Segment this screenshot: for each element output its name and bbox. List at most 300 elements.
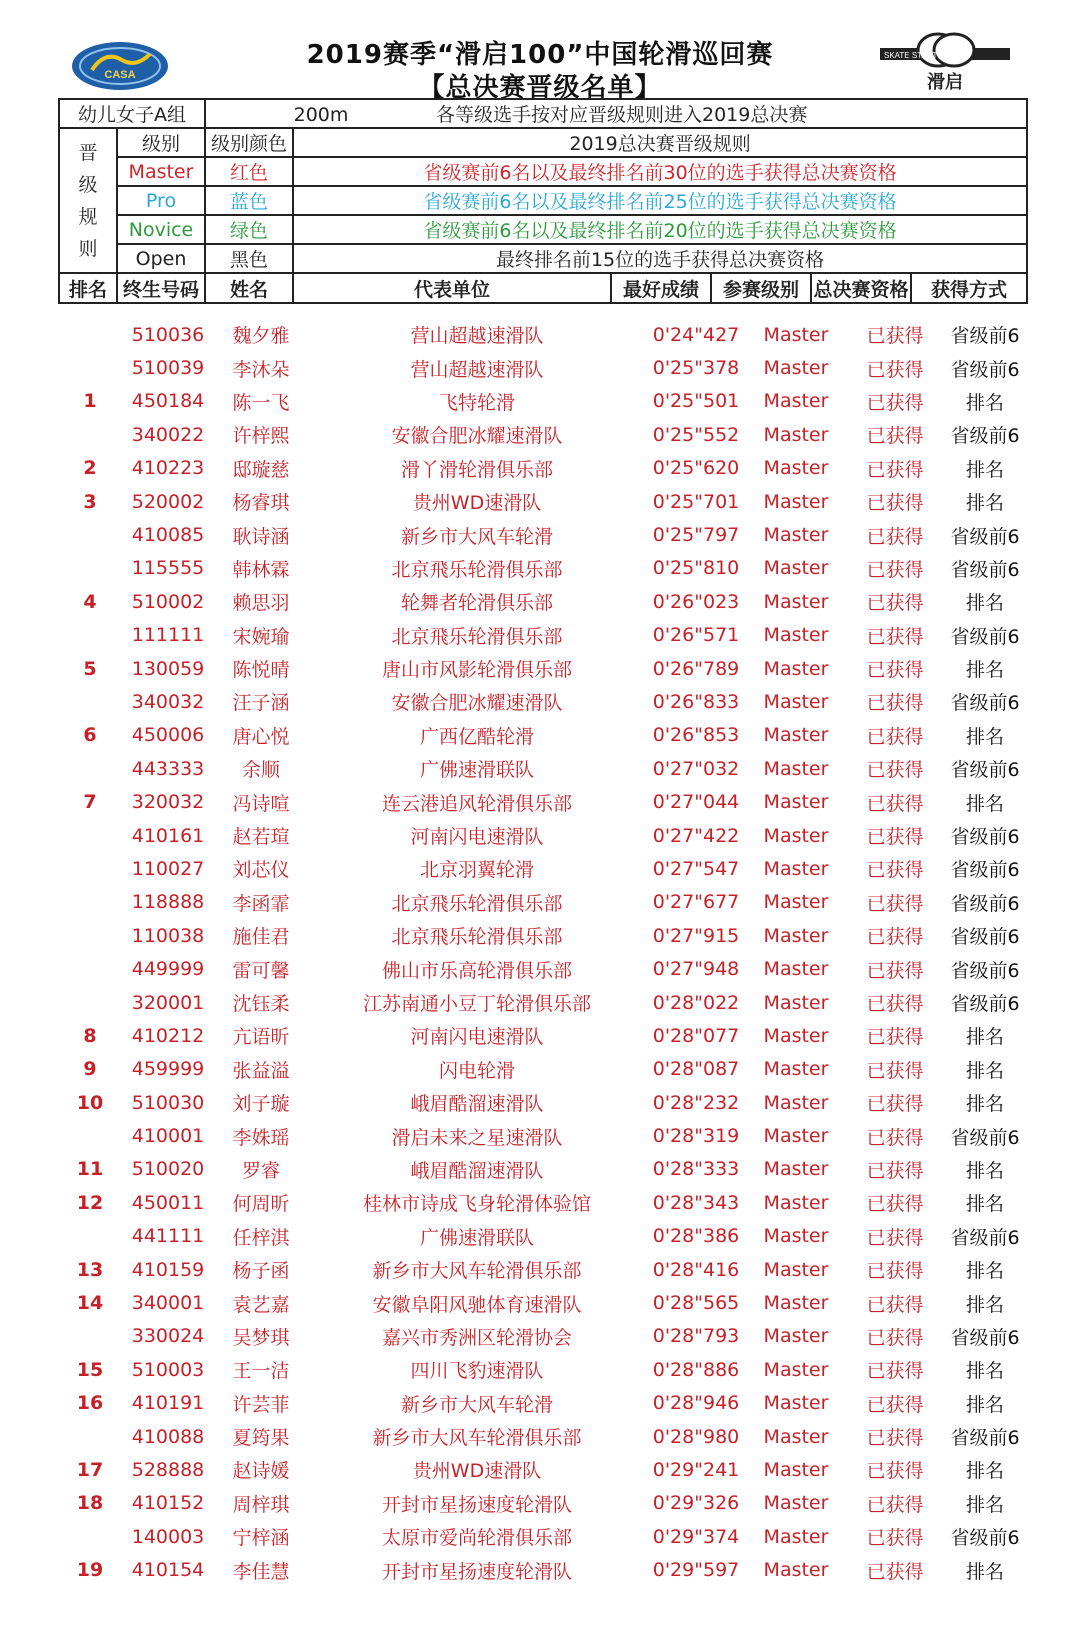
method-cell: 排名 xyxy=(965,1059,1004,1082)
team-cell: 新乡市大风车轮滑 xyxy=(400,1393,553,1416)
athlete-name-cell: 杨子函 xyxy=(232,1260,290,1283)
rule-row-master xyxy=(59,157,1027,186)
method-cell: 省级前6 xyxy=(950,859,1020,882)
athlete-name-cell: 袁艺嘉 xyxy=(232,1293,290,1316)
qualification-cell: 已获得 xyxy=(866,659,924,682)
athlete-name-cell: 邸璇慈 xyxy=(232,458,290,481)
level-cell: Master xyxy=(763,490,829,513)
method-cell: 排名 xyxy=(965,1460,1004,1483)
level-cell: Master xyxy=(763,423,829,446)
member-id-cell: 320001 xyxy=(131,991,205,1014)
team-cell: 贵州WD速滑队 xyxy=(412,1460,542,1483)
level-cell: Master xyxy=(763,1158,829,1181)
member-id-cell: 410154 xyxy=(131,1559,205,1582)
rank-cell: 2 xyxy=(83,457,97,480)
col-level-header: 级别 xyxy=(117,128,205,157)
level-cell: Master xyxy=(763,357,829,380)
rank-cell: 12 xyxy=(76,1191,104,1214)
rule-text: 省级赛前6名以及最终排名前20位的选手获得总决赛资格 xyxy=(293,215,1027,244)
level-cell: Master xyxy=(763,1191,829,1214)
team-cell: 轮舞者轮滑俱乐部 xyxy=(400,592,553,615)
table-row xyxy=(58,385,1026,418)
best-time-cell: 0'26"853 xyxy=(652,724,740,747)
table-row xyxy=(58,1019,1026,1052)
rank-cell: 7 xyxy=(83,791,97,814)
best-time-cell: 0'25"701 xyxy=(652,490,740,513)
athlete-name-cell: 亢语昕 xyxy=(232,1026,290,1049)
rank-cell: 13 xyxy=(76,1258,104,1281)
athlete-name-cell: 陈一飞 xyxy=(232,391,290,414)
athlete-name-cell: 赵诗媛 xyxy=(232,1460,290,1483)
best-time-cell: 0'28"232 xyxy=(652,1091,740,1114)
level-cell: Master xyxy=(763,1292,829,1315)
team-cell: 北京飛乐轮滑俱乐部 xyxy=(391,558,563,581)
table-row xyxy=(58,518,1026,551)
member-id-cell: 410159 xyxy=(131,1258,205,1281)
logo-left-text: CASA xyxy=(104,69,136,81)
team-cell: 广西亿酷轮滑 xyxy=(419,725,534,748)
best-time-cell: 0'27"547 xyxy=(652,857,740,880)
best-time-cell: 0'28"886 xyxy=(652,1358,740,1381)
table-row xyxy=(58,1186,1026,1219)
table-row xyxy=(58,1119,1026,1152)
page-subtitle: 【总决赛晋级名单】 xyxy=(418,73,662,103)
level-cell: Master xyxy=(763,857,829,880)
best-time-cell: 0'28"386 xyxy=(652,1225,740,1248)
athlete-name-cell: 王一洁 xyxy=(232,1360,290,1383)
level-cell: Master xyxy=(763,1024,829,1047)
best-time-cell: 0'26"833 xyxy=(652,690,740,713)
level-cell: Master xyxy=(763,457,829,480)
best-time-cell: 0'25"378 xyxy=(652,357,740,380)
table-row xyxy=(58,418,1026,451)
rank-cell: 15 xyxy=(76,1358,104,1381)
method-cell: 省级前6 xyxy=(950,325,1020,348)
best-time-cell: 0'26"023 xyxy=(652,590,740,613)
qualification-cell: 已获得 xyxy=(866,492,924,515)
member-id-cell: 410001 xyxy=(131,1125,205,1148)
team-cell: 营山超越速滑队 xyxy=(410,358,544,381)
info-row xyxy=(59,99,1027,128)
qualification-cell: 已获得 xyxy=(866,826,924,849)
rank-cell: 11 xyxy=(76,1158,104,1181)
member-id-cell: 118888 xyxy=(131,891,205,914)
athlete-name-cell: 冯诗喧 xyxy=(232,792,290,815)
rank-cell: 10 xyxy=(76,1091,104,1114)
table-row xyxy=(58,785,1026,818)
qualification-cell: 已获得 xyxy=(866,1560,924,1583)
qualification-cell: 已获得 xyxy=(866,425,924,448)
athlete-name-cell: 宋婉瑜 xyxy=(232,625,290,648)
level-cell: Master xyxy=(763,524,829,547)
table-row xyxy=(58,1086,1026,1119)
level-cell: Master xyxy=(763,657,829,680)
table-row xyxy=(58,886,1026,919)
member-id-cell: 510030 xyxy=(131,1091,205,1114)
level-cell: Master xyxy=(763,624,829,647)
member-id-cell: 510003 xyxy=(131,1358,205,1381)
table-row xyxy=(58,919,1026,952)
method-cell: 排名 xyxy=(965,1493,1004,1516)
method-cell: 省级前6 xyxy=(950,826,1020,849)
member-id-cell: 410152 xyxy=(131,1492,205,1515)
best-time-cell: 0'25"501 xyxy=(652,390,740,413)
best-time-cell: 0'25"620 xyxy=(652,457,740,480)
method-cell: 排名 xyxy=(965,592,1004,615)
table-row xyxy=(58,552,1026,585)
qualification-cell: 已获得 xyxy=(866,1360,924,1383)
level-cell: Master xyxy=(763,590,829,613)
qualification-cell: 已获得 xyxy=(866,1393,924,1416)
team-cell: 北京飛乐轮滑俱乐部 xyxy=(391,625,563,648)
best-time-cell: 0'27"032 xyxy=(652,757,740,780)
member-id-cell: 510020 xyxy=(131,1158,205,1181)
method-cell: 排名 xyxy=(965,1393,1004,1416)
team-cell: 江苏南通小豆丁轮滑俱乐部 xyxy=(362,993,591,1015)
member-id-cell: 111111 xyxy=(131,624,205,647)
table-row xyxy=(58,1153,1026,1186)
level-cell: Master xyxy=(763,757,829,780)
method-cell: 省级前6 xyxy=(950,625,1020,648)
team-cell: 广佛速滑联队 xyxy=(419,1226,534,1249)
team-cell: 峨眉酷溜速滑队 xyxy=(410,1159,544,1182)
table-row xyxy=(58,1520,1026,1553)
rule-row-novice xyxy=(59,215,1027,244)
qualification-cell: 已获得 xyxy=(866,1059,924,1082)
method-cell: 省级前6 xyxy=(950,1427,1020,1450)
level-cell: Master xyxy=(763,1525,829,1548)
col-header: 排名 xyxy=(59,273,117,303)
level-cell: Master xyxy=(763,1358,829,1381)
team-cell: 飞特轮滑 xyxy=(438,391,515,414)
team-cell: 佛山市乐高轮滑俱乐部 xyxy=(381,959,572,982)
team-cell: 北京飛乐轮滑俱乐部 xyxy=(391,926,563,949)
athlete-name-cell: 耿诗涵 xyxy=(232,525,290,548)
level-cell: Master xyxy=(763,1258,829,1281)
team-cell: 安徽阜阳风驰体育速滑队 xyxy=(372,1293,582,1316)
qualification-cell: 已获得 xyxy=(866,525,924,548)
level-cell: Master xyxy=(763,958,829,981)
rule-color: 蓝色 xyxy=(205,186,293,215)
best-time-cell: 0'28"946 xyxy=(652,1392,740,1415)
col-header: 总决赛资格 xyxy=(811,273,911,303)
col-header: 最好成绩 xyxy=(611,273,711,303)
table-row xyxy=(58,619,1026,652)
best-time-cell: 0'29"241 xyxy=(652,1458,740,1481)
member-id-cell: 320032 xyxy=(131,791,205,814)
athlete-name-cell: 周梓琪 xyxy=(232,1493,290,1516)
group-info xyxy=(205,99,1027,128)
team-cell: 开封市星扬速度轮滑队 xyxy=(381,1493,572,1516)
athlete-name-cell: 沈钰柔 xyxy=(232,993,290,1015)
table-row xyxy=(58,652,1026,685)
method-cell: 省级前6 xyxy=(950,892,1020,915)
team-cell: 营山超越速滑队 xyxy=(410,325,544,348)
best-time-cell: 0'27"422 xyxy=(652,824,740,847)
team-cell: 安徽合肥冰耀速滑队 xyxy=(391,692,563,715)
qualification-cell: 已获得 xyxy=(866,792,924,815)
member-id-cell: 110027 xyxy=(131,857,205,880)
method-cell: 省级前6 xyxy=(950,1126,1020,1149)
qualification-cell: 已获得 xyxy=(866,1293,924,1316)
team-cell: 闪电轮滑 xyxy=(438,1059,515,1082)
level-cell: Master xyxy=(763,557,829,580)
athlete-name-cell: 宁梓涵 xyxy=(232,1527,290,1550)
qualification-cell: 已获得 xyxy=(866,993,924,1015)
best-time-cell: 0'25"797 xyxy=(652,524,740,547)
side-char: 则 xyxy=(78,237,98,260)
qualification-cell: 已获得 xyxy=(866,358,924,381)
member-id-cell: 450006 xyxy=(131,724,205,747)
level-cell: Master xyxy=(763,824,829,847)
method-cell: 排名 xyxy=(965,1193,1004,1216)
qualification-cell: 已获得 xyxy=(866,1226,924,1249)
athlete-name-cell: 魏夕雅 xyxy=(232,325,290,348)
member-id-cell: 520002 xyxy=(131,490,205,513)
team-cell: 广佛速滑联队 xyxy=(419,759,534,782)
level-cell: Master xyxy=(763,1325,829,1348)
table-row xyxy=(58,1487,1026,1520)
level-cell: Master xyxy=(763,1058,829,1081)
rank-cell: 14 xyxy=(76,1292,104,1315)
team-cell: 桂林市诗成飞身轮滑体验馆 xyxy=(362,1193,591,1216)
results-list xyxy=(58,318,1026,1587)
qualification-cell: 已获得 xyxy=(866,1493,924,1516)
athlete-name-cell: 何周昕 xyxy=(232,1193,290,1216)
method-cell: 省级前6 xyxy=(950,993,1020,1015)
side-char: 级 xyxy=(78,173,98,196)
member-id-cell: 441111 xyxy=(131,1225,205,1248)
method-cell: 省级前6 xyxy=(950,1226,1020,1249)
rules-header-row xyxy=(59,128,1027,157)
team-cell: 滑丫滑轮滑俱乐部 xyxy=(400,458,553,481)
member-id-cell: 510036 xyxy=(131,323,205,346)
team-cell: 滑启未来之星速滑队 xyxy=(391,1126,563,1149)
rank-cell: 9 xyxy=(83,1058,97,1081)
rule-color: 黑色 xyxy=(205,244,293,273)
table-row xyxy=(58,1053,1026,1086)
team-cell: 贵州WD速滑队 xyxy=(412,492,542,515)
method-cell: 排名 xyxy=(965,1159,1004,1182)
level-cell: Master xyxy=(763,1425,829,1448)
col-header: 姓名 xyxy=(205,273,293,303)
best-time-cell: 0'28"319 xyxy=(652,1125,740,1148)
athlete-name-cell: 陈悦晴 xyxy=(232,659,290,682)
table-row xyxy=(58,952,1026,985)
rule-color: 绿色 xyxy=(205,215,293,244)
method-cell: 排名 xyxy=(965,492,1004,515)
level-cell: Master xyxy=(763,924,829,947)
best-time-cell: 0'28"793 xyxy=(652,1325,740,1348)
best-time-cell: 0'29"597 xyxy=(652,1559,740,1582)
col-color-header: 级别颜色 xyxy=(205,128,293,157)
team-cell: 新乡市大风车轮滑 xyxy=(400,525,553,548)
rank-cell: 3 xyxy=(83,490,97,513)
method-cell: 省级前6 xyxy=(950,1527,1020,1550)
level-cell: Master xyxy=(763,791,829,814)
athlete-name-cell: 唐心悦 xyxy=(232,725,290,748)
qualification-cell: 已获得 xyxy=(866,892,924,915)
athlete-name-cell: 许梓熙 xyxy=(232,425,290,448)
qualification-cell: 已获得 xyxy=(866,1527,924,1550)
member-id-cell: 443333 xyxy=(131,757,205,780)
method-cell: 省级前6 xyxy=(950,425,1020,448)
member-id-cell: 450011 xyxy=(131,1191,205,1214)
athlete-name-cell: 李佳慧 xyxy=(232,1560,290,1583)
rank-cell: 18 xyxy=(76,1492,104,1515)
method-cell: 省级前6 xyxy=(950,525,1020,548)
level-cell: Master xyxy=(763,323,829,346)
table-row xyxy=(58,852,1026,885)
member-id-cell: 449999 xyxy=(131,958,205,981)
qualification-cell: 已获得 xyxy=(866,959,924,982)
table-row xyxy=(58,752,1026,785)
team-cell: 新乡市大风车轮滑俱乐部 xyxy=(372,1260,582,1283)
table-row xyxy=(58,585,1026,618)
qualification-cell: 已获得 xyxy=(866,391,924,414)
method-cell: 省级前6 xyxy=(950,692,1020,715)
team-cell: 河南闪电速滑队 xyxy=(410,826,544,849)
rank-cell: 5 xyxy=(83,657,97,680)
athlete-name-cell: 赖思羽 xyxy=(232,592,290,615)
qualification-cell: 已获得 xyxy=(866,1260,924,1283)
table-row xyxy=(58,485,1026,518)
level-cell: Master xyxy=(763,724,829,747)
rank-cell: 8 xyxy=(83,1024,97,1047)
athlete-name-cell: 李姝瑶 xyxy=(232,1126,290,1149)
table-row xyxy=(58,351,1026,384)
athlete-name-cell: 韩林霖 xyxy=(232,558,290,581)
level-cell: Master xyxy=(763,991,829,1014)
col-header: 代表单位 xyxy=(293,273,611,303)
member-id-cell: 510002 xyxy=(131,590,205,613)
best-time-cell: 0'27"948 xyxy=(652,958,740,981)
qualification-cell: 已获得 xyxy=(866,458,924,481)
athlete-name-cell: 汪子涵 xyxy=(232,692,290,715)
best-time-cell: 0'29"326 xyxy=(652,1492,740,1515)
team-cell: 河南闪电速滑队 xyxy=(410,1026,544,1049)
qualification-cell: 已获得 xyxy=(866,725,924,748)
method-cell: 排名 xyxy=(965,1360,1004,1383)
best-time-cell: 0'28"565 xyxy=(652,1292,740,1315)
rank-cell: 19 xyxy=(76,1559,104,1582)
method-cell: 省级前6 xyxy=(950,926,1020,949)
method-cell: 排名 xyxy=(965,1560,1004,1583)
athlete-name-cell: 雷可馨 xyxy=(232,959,290,982)
rules-table xyxy=(58,98,1028,304)
best-time-cell: 0'27"915 xyxy=(652,924,740,947)
rule-color: 红色 xyxy=(205,157,293,186)
member-id-cell: 459999 xyxy=(131,1058,205,1081)
rule-level: Open xyxy=(117,244,205,273)
distance: 200m xyxy=(293,104,349,126)
member-id-cell: 340001 xyxy=(131,1292,205,1315)
rule-level: Novice xyxy=(117,215,205,244)
rule-row-pro xyxy=(59,186,1027,215)
level-cell: Master xyxy=(763,891,829,914)
team-cell: 太原市爱尚轮滑俱乐部 xyxy=(381,1527,572,1550)
side-char: 晋 xyxy=(78,141,98,164)
level-cell: Master xyxy=(763,1225,829,1248)
member-id-cell: 115555 xyxy=(131,557,205,580)
group-note: 各等级选手按对应晋级规则进入2019总决赛 xyxy=(436,104,808,126)
method-cell: 排名 xyxy=(965,792,1004,815)
table-row xyxy=(58,1320,1026,1353)
level-cell: Master xyxy=(763,1392,829,1415)
table-row xyxy=(58,1453,1026,1486)
team-cell: 北京羽翼轮滑 xyxy=(419,859,534,882)
col-header: 终生号码 xyxy=(117,273,205,303)
athlete-name-cell: 余顺 xyxy=(241,759,280,782)
level-cell: Master xyxy=(763,690,829,713)
team-cell: 唐山市风影轮滑俱乐部 xyxy=(381,659,572,682)
rule-text: 省级赛前6名以及最终排名前30位的选手获得总决赛资格 xyxy=(293,157,1027,186)
team-cell: 嘉兴市秀洲区轮滑协会 xyxy=(381,1326,572,1349)
athlete-name-cell: 刘芯仪 xyxy=(232,859,290,882)
table-row xyxy=(58,1387,1026,1420)
team-cell: 新乡市大风车轮滑俱乐部 xyxy=(372,1427,582,1450)
best-time-cell: 0'28"416 xyxy=(652,1258,740,1281)
member-id-cell: 410223 xyxy=(131,457,205,480)
method-cell: 排名 xyxy=(965,725,1004,748)
col-rule-header: 2019总决赛晋级规则 xyxy=(293,128,1027,157)
qualification-cell: 已获得 xyxy=(866,1159,924,1182)
method-cell: 排名 xyxy=(965,659,1004,682)
qualification-cell: 已获得 xyxy=(866,692,924,715)
best-time-cell: 0'28"077 xyxy=(652,1024,740,1047)
member-id-cell: 130059 xyxy=(131,657,205,680)
member-id-cell: 340032 xyxy=(131,690,205,713)
best-time-cell: 0'27"677 xyxy=(652,891,740,914)
athlete-name-cell: 许芸菲 xyxy=(232,1393,290,1416)
level-cell: Master xyxy=(763,1458,829,1481)
method-cell: 排名 xyxy=(965,1293,1004,1316)
athlete-name-cell: 施佳君 xyxy=(232,926,290,949)
page-title: 2019赛季“滑启100”中国轮滑巡回赛 xyxy=(306,40,774,70)
rank-cell: 6 xyxy=(83,724,97,747)
qualification-cell: 已获得 xyxy=(866,1427,924,1450)
member-id-cell: 528888 xyxy=(131,1458,205,1481)
qualification-cell: 已获得 xyxy=(866,558,924,581)
table-row xyxy=(58,1420,1026,1453)
col-header: 获得方式 xyxy=(911,273,1027,303)
member-id-cell: 410088 xyxy=(131,1425,205,1448)
group-name: 幼儿女子A组 xyxy=(59,99,205,128)
method-cell: 排名 xyxy=(965,1026,1004,1049)
best-time-cell: 0'28"333 xyxy=(652,1158,740,1181)
qualification-cell: 已获得 xyxy=(866,592,924,615)
member-id-cell: 510039 xyxy=(131,357,205,380)
table-row xyxy=(58,1553,1026,1586)
member-id-cell: 410161 xyxy=(131,824,205,847)
table-row xyxy=(58,719,1026,752)
rank-cell: 1 xyxy=(83,390,97,413)
method-cell: 省级前6 xyxy=(950,759,1020,782)
team-cell: 连云港追风轮滑俱乐部 xyxy=(381,792,572,815)
athlete-name-cell: 吴梦琪 xyxy=(232,1326,290,1349)
method-cell: 省级前6 xyxy=(950,959,1020,982)
athlete-name-cell: 罗睿 xyxy=(241,1159,280,1182)
athlete-name-cell: 杨睿琪 xyxy=(232,492,290,515)
best-time-cell: 0'28"343 xyxy=(652,1191,740,1214)
qualification-cell: 已获得 xyxy=(866,1460,924,1483)
best-time-cell: 0'28"022 xyxy=(652,991,740,1014)
level-cell: Master xyxy=(763,1559,829,1582)
athlete-name-cell: 李函霏 xyxy=(232,892,290,915)
qualification-cell: 已获得 xyxy=(866,325,924,348)
qualification-cell: 已获得 xyxy=(866,1093,924,1116)
method-cell: 省级前6 xyxy=(950,1326,1020,1349)
